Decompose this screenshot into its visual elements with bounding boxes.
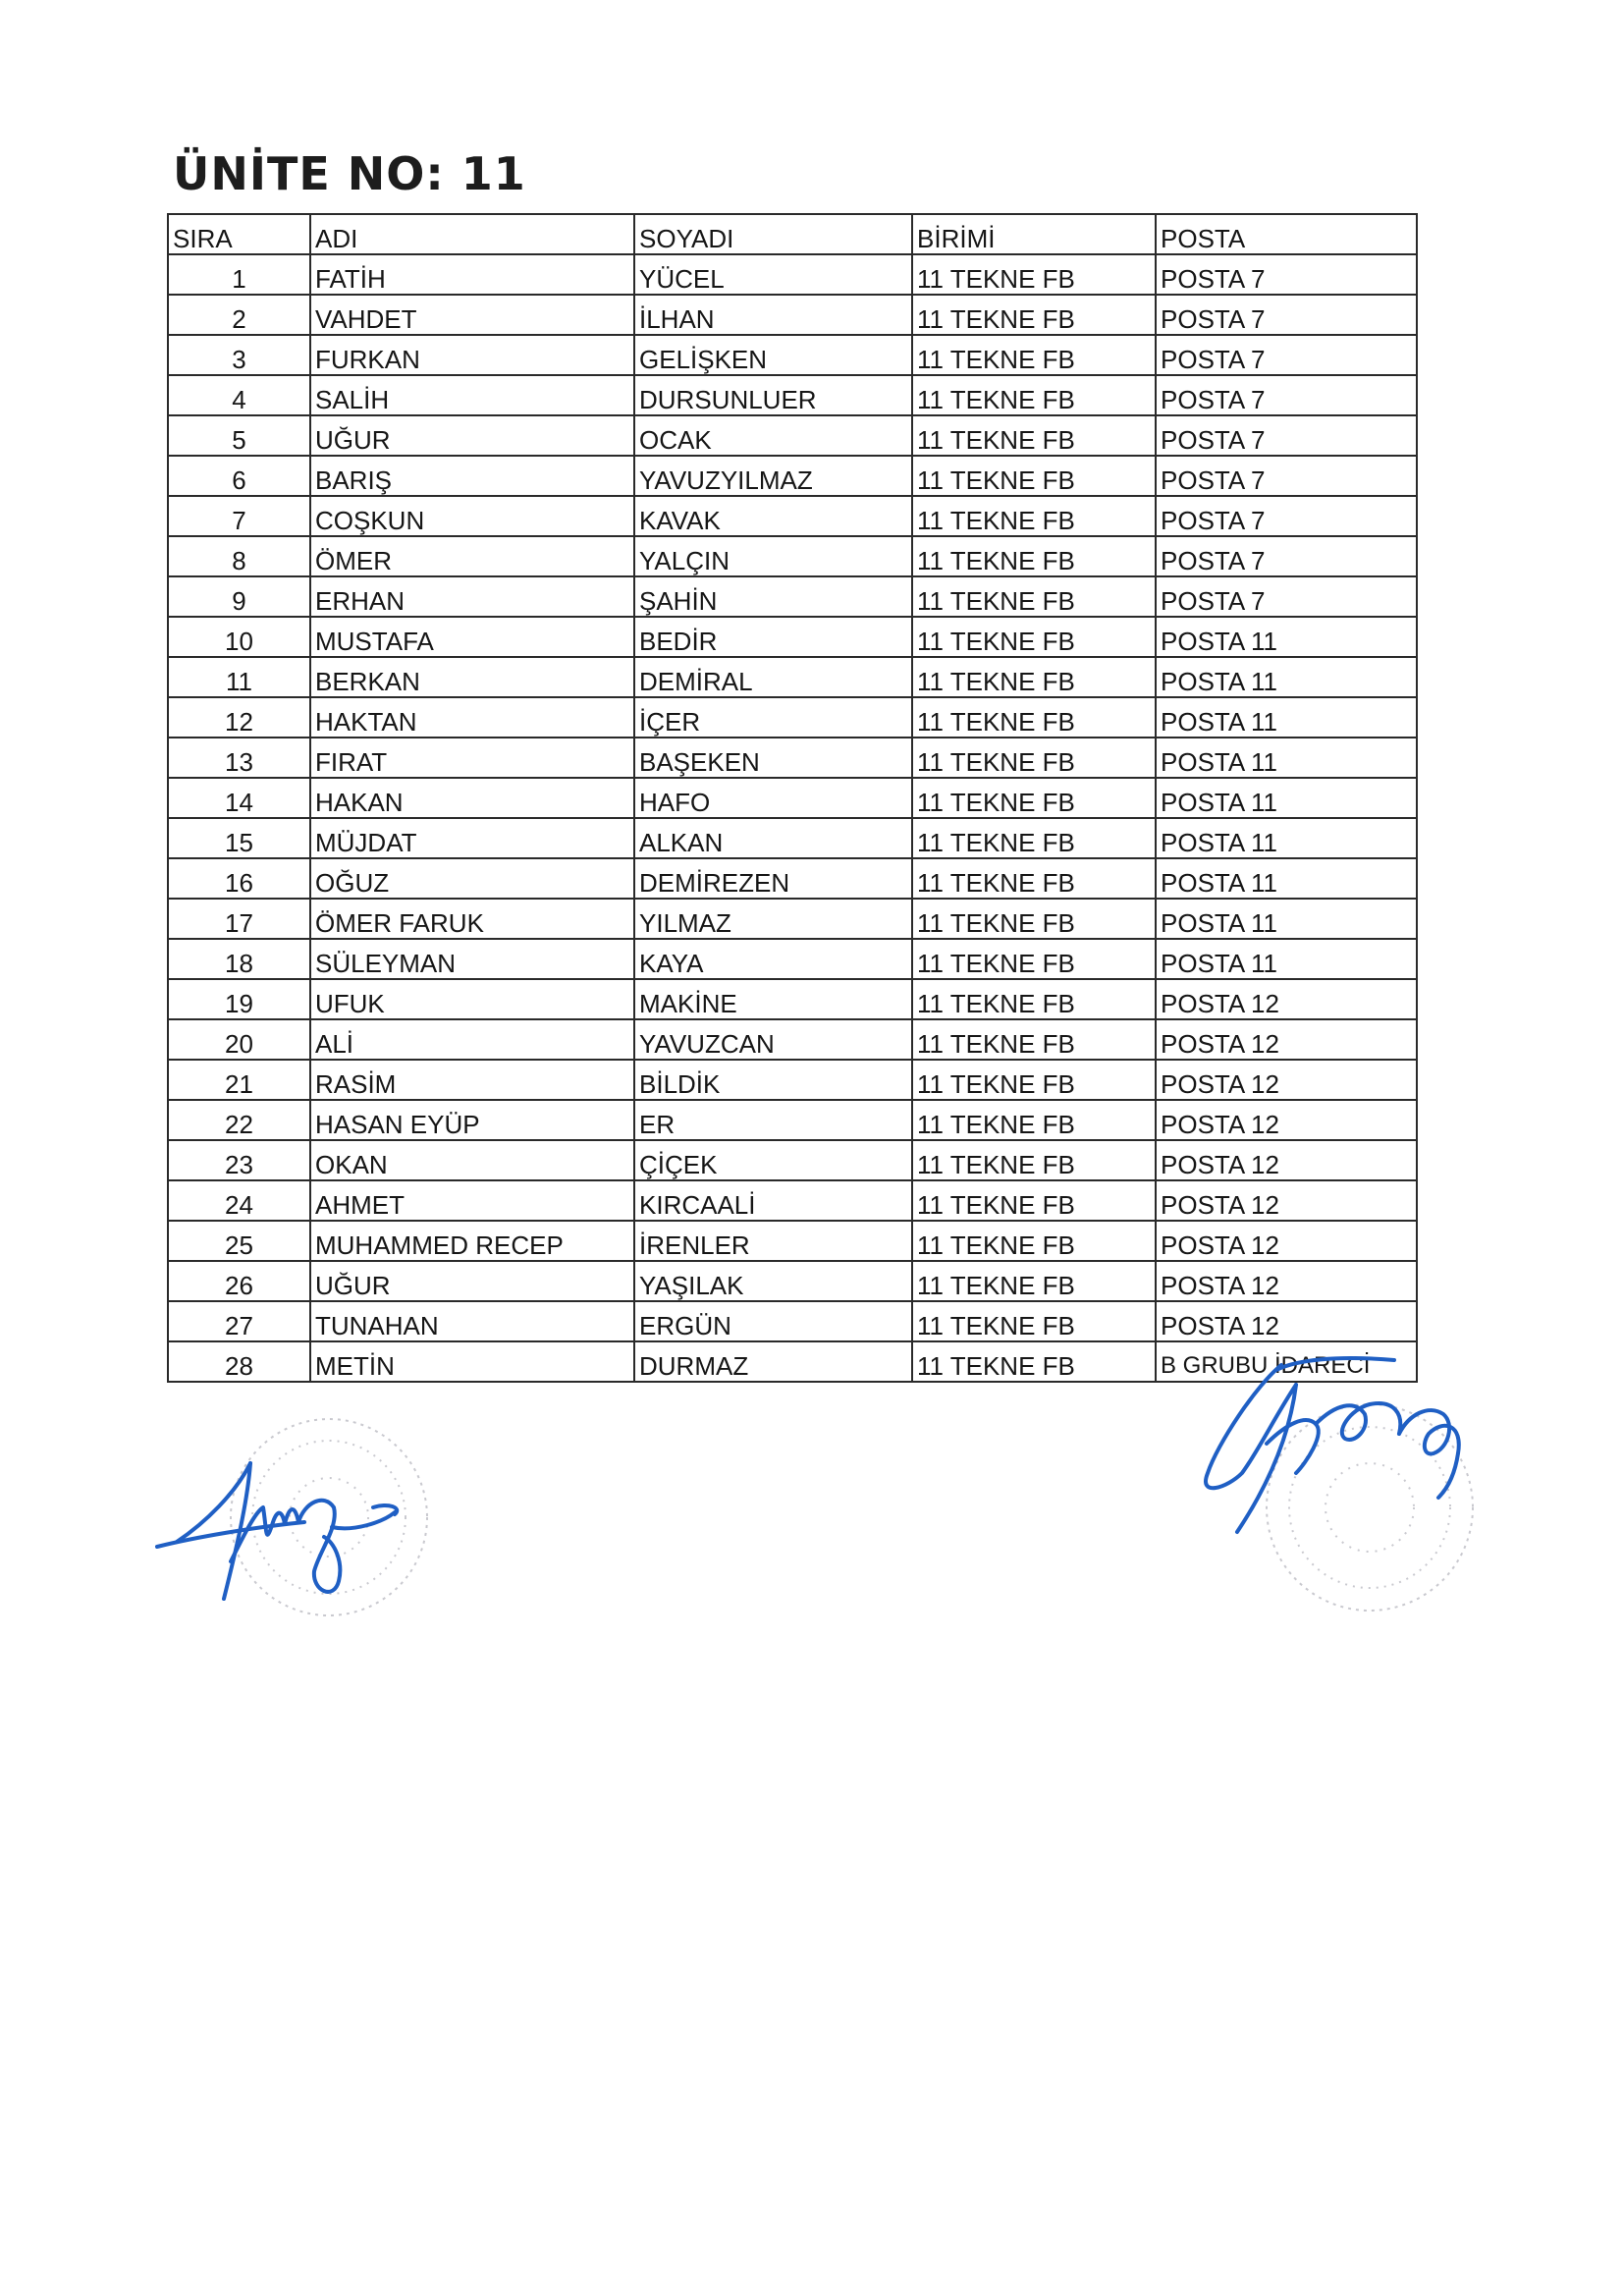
table-row xyxy=(168,1221,1417,1261)
header-sira: SIRA xyxy=(168,214,310,254)
cell-posta: POSTA 7 xyxy=(1156,456,1417,496)
cell-soyadi: KAYA xyxy=(634,939,912,979)
cell-posta: POSTA 11 xyxy=(1156,899,1417,939)
table-row xyxy=(168,738,1417,778)
cell-birimi: 11 TEKNE FB xyxy=(912,858,1156,899)
cell-adi: AHMET xyxy=(310,1180,634,1221)
table-row xyxy=(168,858,1417,899)
cell-posta: POSTA 12 xyxy=(1156,1261,1417,1301)
cell-adi: OĞUZ xyxy=(310,858,634,899)
cell-posta: POSTA 11 xyxy=(1156,657,1417,697)
cell-posta: B GRUBU İDARECİ xyxy=(1156,1341,1417,1382)
cell-birimi: 11 TEKNE FB xyxy=(912,697,1156,738)
cell-adi: MÜJDAT xyxy=(310,818,634,858)
cell-adi: SALİH xyxy=(310,375,634,415)
table-row xyxy=(168,1019,1417,1060)
cell-posta: POSTA 12 xyxy=(1156,1221,1417,1261)
cell-soyadi: KIRCAALİ xyxy=(634,1180,912,1221)
cell-posta: POSTA 7 xyxy=(1156,295,1417,335)
cell-soyadi: İRENLER xyxy=(634,1221,912,1261)
cell-adi: COŞKUN xyxy=(310,496,634,536)
table-row xyxy=(168,576,1417,617)
cell-adi: VAHDET xyxy=(310,295,634,335)
cell-adi: TUNAHAN xyxy=(310,1301,634,1341)
cell-sira: 24 xyxy=(168,1180,310,1221)
cell-adi: HAKTAN xyxy=(310,697,634,738)
cell-sira: 16 xyxy=(168,858,310,899)
cell-adi: ÖMER FARUK xyxy=(310,899,634,939)
cell-birimi: 11 TEKNE FB xyxy=(912,738,1156,778)
cell-soyadi: İÇER xyxy=(634,697,912,738)
cell-birimi: 11 TEKNE FB xyxy=(912,456,1156,496)
cell-sira: 4 xyxy=(168,375,310,415)
cell-posta: POSTA 12 xyxy=(1156,1301,1417,1341)
cell-soyadi: DEMİRAL xyxy=(634,657,912,697)
cell-soyadi: YAVUZCAN xyxy=(634,1019,912,1060)
cell-posta: POSTA 11 xyxy=(1156,778,1417,818)
cell-soyadi: ALKAN xyxy=(634,818,912,858)
cell-sira: 17 xyxy=(168,899,310,939)
cell-birimi: 11 TEKNE FB xyxy=(912,496,1156,536)
cell-adi: RASİM xyxy=(310,1060,634,1100)
cell-sira: 28 xyxy=(168,1341,310,1382)
cell-birimi: 11 TEKNE FB xyxy=(912,1140,1156,1180)
cell-adi: BERKAN xyxy=(310,657,634,697)
cell-adi: HAKAN xyxy=(310,778,634,818)
page-title: ÜNİTE NO: 11 xyxy=(173,147,526,200)
cell-birimi: 11 TEKNE FB xyxy=(912,1019,1156,1060)
cell-birimi: 11 TEKNE FB xyxy=(912,657,1156,697)
cell-soyadi: BİLDİK xyxy=(634,1060,912,1100)
cell-adi: FURKAN xyxy=(310,335,634,375)
table-row xyxy=(168,979,1417,1019)
cell-soyadi: GELİŞKEN xyxy=(634,335,912,375)
cell-posta: POSTA 7 xyxy=(1156,415,1417,456)
cell-soyadi: YILMAZ xyxy=(634,899,912,939)
table-row xyxy=(168,496,1417,536)
cell-sira: 1 xyxy=(168,254,310,295)
table-row xyxy=(168,536,1417,576)
cell-posta: POSTA 11 xyxy=(1156,818,1417,858)
cell-adi: UFUK xyxy=(310,979,634,1019)
cell-birimi: 11 TEKNE FB xyxy=(912,335,1156,375)
cell-birimi: 11 TEKNE FB xyxy=(912,1301,1156,1341)
table-row xyxy=(168,657,1417,697)
table-row xyxy=(168,1060,1417,1100)
cell-posta: POSTA 11 xyxy=(1156,697,1417,738)
cell-birimi: 11 TEKNE FB xyxy=(912,778,1156,818)
cell-soyadi: ER xyxy=(634,1100,912,1140)
cell-posta: POSTA 12 xyxy=(1156,1100,1417,1140)
cell-birimi: 11 TEKNE FB xyxy=(912,979,1156,1019)
cell-posta: POSTA 7 xyxy=(1156,335,1417,375)
cell-sira: 3 xyxy=(168,335,310,375)
cell-soyadi: İLHAN xyxy=(634,295,912,335)
cell-soyadi: ERGÜN xyxy=(634,1301,912,1341)
table-row xyxy=(168,1140,1417,1180)
cell-adi: METİN xyxy=(310,1341,634,1382)
header-soyadi: SOYADI xyxy=(634,214,912,254)
cell-posta: POSTA 12 xyxy=(1156,1180,1417,1221)
cell-adi: UĞUR xyxy=(310,1261,634,1301)
cell-sira: 10 xyxy=(168,617,310,657)
header-adi: ADI xyxy=(310,214,634,254)
cell-birimi: 11 TEKNE FB xyxy=(912,1341,1156,1382)
cell-posta: POSTA 7 xyxy=(1156,536,1417,576)
cell-sira: 20 xyxy=(168,1019,310,1060)
cell-soyadi: DEMİREZEN xyxy=(634,858,912,899)
cell-posta: POSTA 12 xyxy=(1156,1060,1417,1100)
cell-posta: POSTA 11 xyxy=(1156,939,1417,979)
cell-sira: 21 xyxy=(168,1060,310,1100)
cell-sira: 12 xyxy=(168,697,310,738)
table-row xyxy=(168,375,1417,415)
cell-soyadi: HAFO xyxy=(634,778,912,818)
cell-soyadi: DURMAZ xyxy=(634,1341,912,1382)
cell-soyadi: KAVAK xyxy=(634,496,912,536)
cell-birimi: 11 TEKNE FB xyxy=(912,899,1156,939)
cell-birimi: 11 TEKNE FB xyxy=(912,939,1156,979)
cell-adi: ÖMER xyxy=(310,536,634,576)
cell-posta: POSTA 11 xyxy=(1156,858,1417,899)
cell-sira: 13 xyxy=(168,738,310,778)
table-row xyxy=(168,939,1417,979)
cell-soyadi: MAKİNE xyxy=(634,979,912,1019)
cell-soyadi: YAŞILAK xyxy=(634,1261,912,1301)
table-row xyxy=(168,254,1417,295)
cell-sira: 9 xyxy=(168,576,310,617)
cell-posta: POSTA 11 xyxy=(1156,617,1417,657)
cell-sira: 8 xyxy=(168,536,310,576)
cell-adi: FATİH xyxy=(310,254,634,295)
cell-posta: POSTA 7 xyxy=(1156,375,1417,415)
table-row xyxy=(168,818,1417,858)
cell-posta: POSTA 12 xyxy=(1156,1019,1417,1060)
cell-birimi: 11 TEKNE FB xyxy=(912,1180,1156,1221)
cell-adi: SÜLEYMAN xyxy=(310,939,634,979)
left-signature-icon xyxy=(137,1414,452,1650)
cell-adi: OKAN xyxy=(310,1140,634,1180)
table-header-row xyxy=(168,214,1417,254)
table-row xyxy=(168,899,1417,939)
table-row xyxy=(168,617,1417,657)
table-row xyxy=(168,1261,1417,1301)
cell-sira: 14 xyxy=(168,778,310,818)
table-row xyxy=(168,456,1417,496)
cell-adi: MUHAMMED RECEP xyxy=(310,1221,634,1261)
header-birimi: BİRİMİ xyxy=(912,214,1156,254)
cell-soyadi: DURSUNLUER xyxy=(634,375,912,415)
personnel-table xyxy=(167,213,1418,1383)
table-row xyxy=(168,335,1417,375)
cell-sira: 27 xyxy=(168,1301,310,1341)
cell-sira: 7 xyxy=(168,496,310,536)
cell-posta: POSTA 12 xyxy=(1156,1140,1417,1180)
cell-sira: 23 xyxy=(168,1140,310,1180)
cell-adi: ALİ xyxy=(310,1019,634,1060)
cell-sira: 26 xyxy=(168,1261,310,1301)
cell-adi: HASAN EYÜP xyxy=(310,1100,634,1140)
cell-birimi: 11 TEKNE FB xyxy=(912,1221,1156,1261)
cell-adi: MUSTAFA xyxy=(310,617,634,657)
cell-sira: 15 xyxy=(168,818,310,858)
cell-birimi: 11 TEKNE FB xyxy=(912,1100,1156,1140)
cell-soyadi: ŞAHİN xyxy=(634,576,912,617)
cell-posta: POSTA 11 xyxy=(1156,738,1417,778)
right-signature-icon xyxy=(1198,1326,1492,1630)
cell-adi: BARIŞ xyxy=(310,456,634,496)
cell-birimi: 11 TEKNE FB xyxy=(912,295,1156,335)
cell-soyadi: YALÇIN xyxy=(634,536,912,576)
cell-birimi: 11 TEKNE FB xyxy=(912,1261,1156,1301)
cell-birimi: 11 TEKNE FB xyxy=(912,1060,1156,1100)
table-row xyxy=(168,778,1417,818)
cell-birimi: 11 TEKNE FB xyxy=(912,617,1156,657)
cell-birimi: 11 TEKNE FB xyxy=(912,375,1156,415)
cell-soyadi: OCAK xyxy=(634,415,912,456)
table-row xyxy=(168,1100,1417,1140)
cell-sira: 6 xyxy=(168,456,310,496)
header-posta: POSTA xyxy=(1156,214,1417,254)
left-signature-stamp xyxy=(137,1414,452,1650)
cell-posta: POSTA 7 xyxy=(1156,576,1417,617)
cell-soyadi: BEDİR xyxy=(634,617,912,657)
cell-birimi: 11 TEKNE FB xyxy=(912,254,1156,295)
cell-sira: 5 xyxy=(168,415,310,456)
cell-sira: 18 xyxy=(168,939,310,979)
cell-sira: 11 xyxy=(168,657,310,697)
cell-birimi: 11 TEKNE FB xyxy=(912,576,1156,617)
cell-birimi: 11 TEKNE FB xyxy=(912,536,1156,576)
cell-soyadi: BAŞEKEN xyxy=(634,738,912,778)
cell-posta: POSTA 12 xyxy=(1156,979,1417,1019)
cell-soyadi: ÇİÇEK xyxy=(634,1140,912,1180)
cell-sira: 2 xyxy=(168,295,310,335)
table-row xyxy=(168,295,1417,335)
table-row xyxy=(168,415,1417,456)
table-row xyxy=(168,1180,1417,1221)
cell-adi: UĞUR xyxy=(310,415,634,456)
cell-sira: 22 xyxy=(168,1100,310,1140)
cell-adi: ERHAN xyxy=(310,576,634,617)
cell-birimi: 11 TEKNE FB xyxy=(912,415,1156,456)
right-signature-stamp xyxy=(1198,1326,1492,1630)
cell-soyadi: YAVUZYILMAZ xyxy=(634,456,912,496)
table-row xyxy=(168,697,1417,738)
cell-posta: POSTA 7 xyxy=(1156,254,1417,295)
cell-birimi: 11 TEKNE FB xyxy=(912,818,1156,858)
cell-sira: 25 xyxy=(168,1221,310,1261)
cell-posta: POSTA 7 xyxy=(1156,496,1417,536)
cell-sira: 19 xyxy=(168,979,310,1019)
personnel-table-body xyxy=(168,214,1417,1382)
cell-soyadi: YÜCEL xyxy=(634,254,912,295)
cell-adi: FIRAT xyxy=(310,738,634,778)
